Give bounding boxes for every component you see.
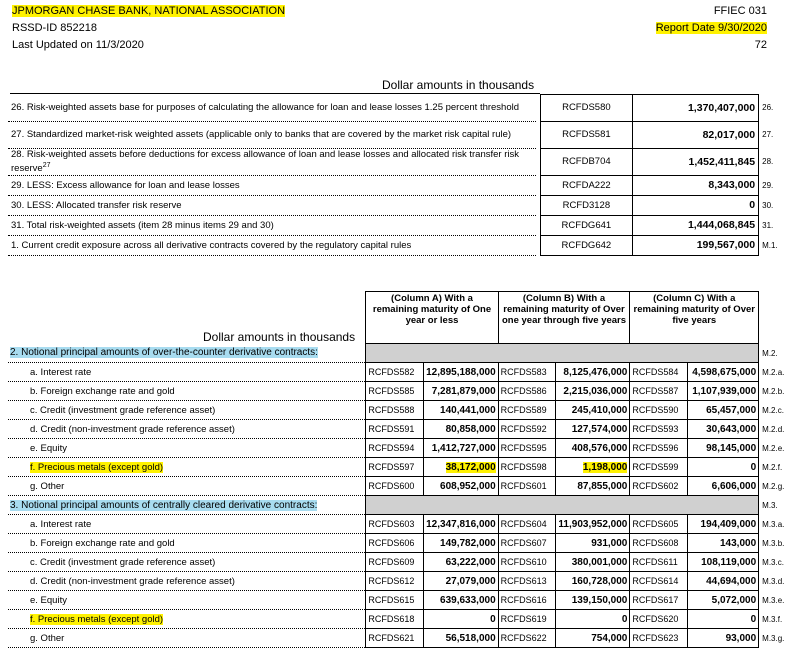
row-label: a. Interest rate	[8, 515, 366, 534]
group-title: 2. Notional principal amounts of over-the-counter derivative contracts:	[8, 344, 366, 363]
row-label: c. Credit (investment grade reference asset)	[8, 553, 366, 572]
column-b-header: (Column B) With a remaining maturity of Over one year through five years	[498, 292, 630, 344]
derivative-row	[8, 515, 789, 534]
mdrm-code: RCFDB704	[540, 148, 632, 175]
line-number: M.2.c.	[762, 405, 784, 415]
amount-cell: 245,410,000	[556, 401, 630, 420]
derivative-row	[8, 401, 789, 420]
mdrm-code: RCFDS580	[540, 95, 632, 122]
section1-row	[8, 235, 789, 255]
mdrm-code: RCFDS609	[366, 553, 424, 572]
mdrm-code: RCFDS623	[630, 629, 688, 648]
mdrm-code: RCFDS612	[366, 572, 424, 591]
amount-cell: 0	[633, 195, 759, 215]
amount-cell: 754,000	[556, 629, 630, 648]
line-number: M.3.f.	[762, 614, 783, 624]
amount-cell: 139,150,000	[556, 591, 630, 610]
column-c-header: (Column C) With a remaining maturity of Over five years	[630, 292, 759, 344]
line-number: M.3.a.	[762, 519, 785, 529]
rssd-id: RSSD-ID 852218	[12, 22, 97, 34]
amount-cell: 2,215,036,000	[556, 382, 630, 401]
amount-cell: 5,072,000	[688, 591, 759, 610]
mdrm-code: RCFDS602	[630, 477, 688, 496]
mdrm-code: RCFDS613	[498, 572, 556, 591]
amount-cell: 27,079,000	[424, 572, 499, 591]
mdrm-code: RCFDS606	[366, 534, 424, 553]
mdrm-code: RCFDS622	[498, 629, 556, 648]
row-label: f. Precious metals (except gold)	[8, 458, 366, 477]
amount-cell: 98,145,000	[688, 439, 759, 458]
line-number: 26.	[762, 103, 774, 113]
amount-cell: 1,198,000	[556, 458, 630, 477]
mdrm-code: RCFDS582	[366, 363, 424, 382]
row-label: g. Other	[8, 477, 366, 496]
line-number: M.2.g.	[762, 481, 785, 491]
mdrm-code: RCFDS618	[366, 610, 424, 629]
amount-cell: 149,782,000	[424, 534, 499, 553]
mdrm-code: RCFDS611	[630, 553, 688, 572]
amount-cell: 140,441,000	[424, 401, 499, 420]
amount-cell: 1,370,407,000	[633, 95, 759, 122]
mdrm-code: RCFDS607	[498, 534, 556, 553]
mdrm-code: RCFDS590	[630, 401, 688, 420]
derivative-row	[8, 458, 789, 477]
section1-table	[8, 94, 789, 256]
amount-cell: 0	[688, 610, 759, 629]
row-description: 28. Risk-weighted assets before deductions for excess allowance of loan and lease losses and allocated risk transfer risk reserve$^{27}$	[8, 148, 536, 175]
amount-cell: 56,518,000	[424, 629, 499, 648]
line-number: 31.	[762, 220, 774, 230]
row-label: b. Foreign exchange rate and gold	[8, 534, 366, 553]
amount-cell: 11,903,952,000	[556, 515, 630, 534]
row-description: 29. LESS: Excess allowance for loan and lease losses	[8, 175, 536, 195]
amount-cell: 0	[424, 610, 499, 629]
amount-cell: 7,281,879,000	[424, 382, 499, 401]
mdrm-code: RCFDS581	[540, 121, 632, 148]
derivative-row	[8, 572, 789, 591]
page-number: 72	[754, 39, 767, 51]
mdrm-code: RCFDG641	[540, 215, 632, 235]
mdrm-code: RCFDS596	[630, 439, 688, 458]
row-label: c. Credit (investment grade reference asset)	[8, 401, 366, 420]
mdrm-code: RCFDS605	[630, 515, 688, 534]
mdrm-code: RCFDS589	[498, 401, 556, 420]
line-number: M.3.g.	[762, 633, 785, 643]
row-label: a. Interest rate	[8, 363, 366, 382]
mdrm-code: RCFDS588	[366, 401, 424, 420]
footnote-ref: 27	[42, 161, 51, 169]
amount-cell: 408,576,000	[556, 439, 630, 458]
amount-cell: 143,000	[688, 534, 759, 553]
section1-row	[8, 215, 789, 235]
amount-cell: 80,858,000	[424, 420, 499, 439]
amount-cell: 1,452,411,845	[633, 148, 759, 175]
mdrm-code: RCFDS610	[498, 553, 556, 572]
line-number: 30.	[762, 200, 774, 210]
row-label: g. Other	[8, 629, 366, 648]
amount-cell: 199,567,000	[633, 235, 759, 255]
mdrm-code: RCFDS584	[630, 363, 688, 382]
mdrm-code: RCFDS620	[630, 610, 688, 629]
mdrm-code: RCFDS592	[498, 420, 556, 439]
mdrm-code: RCFDS587	[630, 382, 688, 401]
amount-cell: 44,694,000	[688, 572, 759, 591]
line-number: 28.	[762, 157, 774, 166]
row-label: e. Equity	[8, 591, 366, 610]
mdrm-code: RCFDS597	[366, 458, 424, 477]
mdrm-code: RCFDS619	[498, 610, 556, 629]
mdrm-code: RCFDS603	[366, 515, 424, 534]
row-description: 26. Risk-weighted assets base for purposes of calculating the allowance for loan and lease losses 1.25 percent threshold	[8, 95, 536, 122]
line-number: M.1.	[762, 240, 778, 250]
amount-cell: 380,001,000	[556, 553, 630, 572]
amount-cell: 1,444,068,845	[633, 215, 759, 235]
row-label: d. Credit (non-investment grade reference asset)	[8, 572, 366, 591]
line-number: M.2.b.	[762, 386, 785, 396]
amount-cell: 639,633,000	[424, 591, 499, 610]
mdrm-code: RCFDS601	[498, 477, 556, 496]
bank-name: JPMORGAN CHASE BANK, NATIONAL ASSOCIATION	[12, 5, 286, 17]
amount-cell: 608,952,000	[424, 477, 499, 496]
line-number: M.3.b.	[762, 538, 785, 548]
group-header-row	[8, 496, 789, 515]
amount-cell: 63,222,000	[424, 553, 499, 572]
derivative-row	[8, 439, 789, 458]
derivative-row	[8, 382, 789, 401]
line-number: M.2.e.	[762, 443, 785, 453]
mdrm-code: RCFDS604	[498, 515, 556, 534]
report-date: Report Date 9/30/2020	[655, 22, 767, 34]
group-title: 3. Notional principal amounts of centrally cleared derivative contracts:	[8, 496, 366, 515]
amount-cell: 65,457,000	[688, 401, 759, 420]
line-number: M.2.	[762, 348, 778, 358]
mdrm-code: RCFDS617	[630, 591, 688, 610]
mdrm-code: RCFDS585	[366, 382, 424, 401]
amount-cell: 8,125,476,000	[556, 363, 630, 382]
line-number: 27.	[762, 130, 774, 139]
derivatives-table	[8, 291, 789, 648]
line-number: M.3.	[762, 500, 778, 510]
mdrm-code: RCFDS608	[630, 534, 688, 553]
mdrm-code: RCFDS621	[366, 629, 424, 648]
section1-row	[8, 195, 789, 215]
amount-cell: 87,855,000	[556, 477, 630, 496]
mdrm-code: RCFDS595	[498, 439, 556, 458]
mdrm-code: RCFD3128	[540, 195, 632, 215]
mdrm-code: RCFDA222	[540, 175, 632, 195]
line-number: M.2.f.	[762, 462, 783, 472]
column-a-header: (Column A) With a remaining maturity of One year or less	[366, 292, 498, 344]
amount-cell: 38,172,000	[424, 458, 499, 477]
shaded-cell	[366, 496, 759, 515]
amount-cell: 1,412,727,000	[424, 439, 499, 458]
row-description: 30. LESS: Allocated transfer risk reserve	[8, 195, 536, 215]
row-label: b. Foreign exchange rate and gold	[8, 382, 366, 401]
mdrm-code: RCFDS586	[498, 382, 556, 401]
amount-cell: 1,107,939,000	[688, 382, 759, 401]
amount-cell: 12,347,816,000	[424, 515, 499, 534]
derivative-row	[8, 591, 789, 610]
amount-cell: 6,606,000	[688, 477, 759, 496]
row-label: d. Credit (non-investment grade reference asset)	[8, 420, 366, 439]
section1-units-heading: Dollar amounts in thousands	[382, 78, 535, 92]
mdrm-code: RCFDS591	[366, 420, 424, 439]
amount-cell: 108,119,000	[688, 553, 759, 572]
mdrm-code: RCFDS583	[498, 363, 556, 382]
amount-cell: 194,409,000	[688, 515, 759, 534]
amount-cell: 0	[556, 610, 630, 629]
section1-row	[8, 95, 789, 122]
row-label: f. Precious metals (except gold)	[8, 610, 366, 629]
mdrm-code: RCFDS616	[498, 591, 556, 610]
mdrm-code: RCFDS615	[366, 591, 424, 610]
line-number: M.3.e.	[762, 595, 785, 605]
row-description: 1. Current credit exposure across all derivative contracts covered by the regulatory capital rules	[8, 235, 536, 255]
row-description: 27. Standardized market-risk weighted assets (applicable only to banks that are covered by the market risk capital rule)	[8, 121, 536, 148]
derivative-row	[8, 610, 789, 629]
mdrm-code: RCFDS593	[630, 420, 688, 439]
mdrm-code: RCFDS594	[366, 439, 424, 458]
amount-cell: 931,000	[556, 534, 630, 553]
derivative-row	[8, 420, 789, 439]
section1-row	[8, 148, 789, 175]
group-header-row	[8, 344, 789, 363]
section2-units-heading: Dollar amounts in thousands	[203, 330, 356, 344]
line-number: M.2.a.	[762, 367, 785, 377]
mdrm-code: RCFDS599	[630, 458, 688, 477]
derivative-row	[8, 534, 789, 553]
mdrm-code: RCFDS600	[366, 477, 424, 496]
amount-cell: 127,574,000	[556, 420, 630, 439]
form-id: FFIEC 031	[713, 5, 767, 17]
amount-cell: 0	[688, 458, 759, 477]
amount-cell: 12,895,188,000	[424, 363, 499, 382]
line-number: M.2.d.	[762, 424, 785, 434]
derivative-row	[8, 553, 789, 572]
line-number: M.3.d.	[762, 576, 785, 586]
section1-row	[8, 175, 789, 195]
amount-cell: 93,000	[688, 629, 759, 648]
derivative-row	[8, 629, 789, 648]
derivative-row	[8, 477, 789, 496]
mdrm-code: RCFDS598	[498, 458, 556, 477]
section1-row	[8, 121, 789, 148]
amount-cell: 4,598,675,000	[688, 363, 759, 382]
amount-cell: 8,343,000	[633, 175, 759, 195]
mdrm-code: RCFDG642	[540, 235, 632, 255]
derivative-row	[8, 363, 789, 382]
last-updated: Last Updated on 11/3/2020	[12, 39, 144, 51]
amount-cell: 160,728,000	[556, 572, 630, 591]
line-number: 29.	[762, 180, 774, 190]
row-description: 31. Total risk-weighted assets (item 28 minus items 29 and 30)	[8, 215, 536, 235]
mdrm-code: RCFDS614	[630, 572, 688, 591]
amount-cell: 82,017,000	[633, 121, 759, 148]
line-number: M.3.c.	[762, 557, 784, 567]
row-label: e. Equity	[8, 439, 366, 458]
amount-cell: 30,643,000	[688, 420, 759, 439]
shaded-cell	[366, 344, 759, 363]
